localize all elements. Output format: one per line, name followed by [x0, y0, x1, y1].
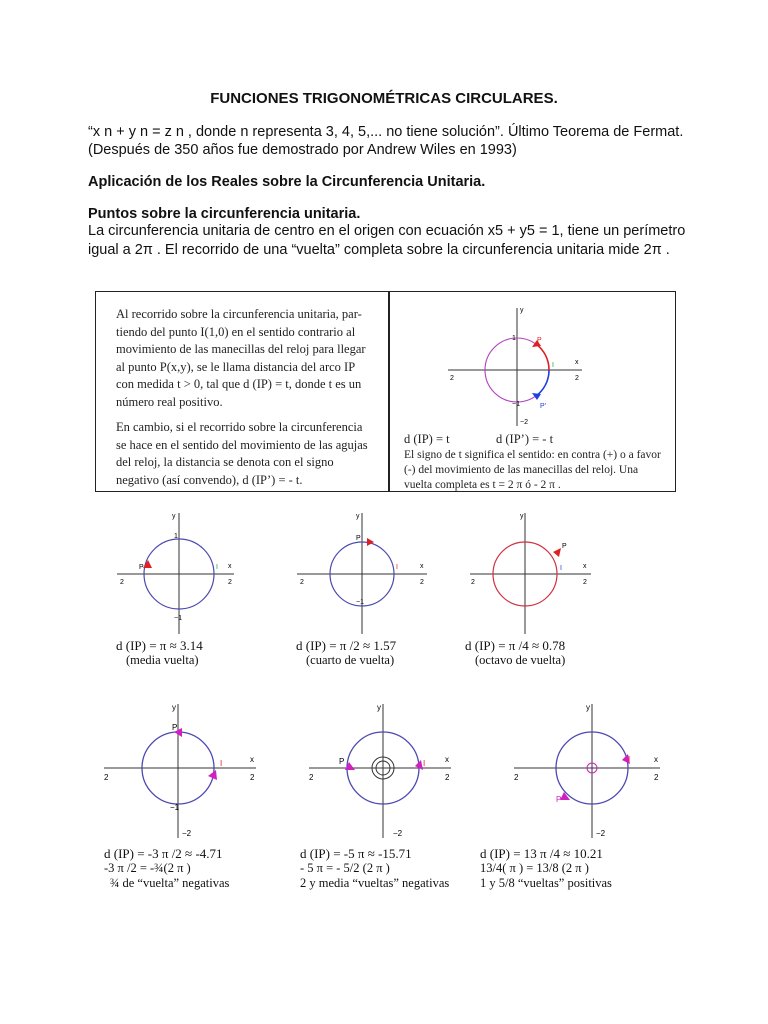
intro-line-1: La circunferencia unitaria de centro en el origen con ecuación x5 + y5 = 1, tiene un perímetro — [88, 223, 686, 239]
box-unit-circle-diagram — [440, 300, 590, 428]
svg-text:I: I — [552, 362, 554, 369]
svg-text:P: P — [537, 337, 542, 344]
fermat-note: (Después de 350 años fue demostrado por Andrew Wiles en 1993) — [88, 142, 517, 158]
caption-note: 2 y media “vueltas” negativas — [300, 876, 450, 890]
svg-text:y: y — [172, 513, 176, 520]
caption-note: (cuarto de vuelta) — [306, 653, 395, 667]
caption-plot-4 — [104, 846, 229, 891]
caption-note: 13/4( π ) = 13/8 (2 π ) — [480, 861, 589, 875]
svg-text:I: I — [220, 759, 223, 768]
caption-plot-2 — [296, 638, 396, 668]
svg-text:I: I — [396, 564, 398, 571]
svg-text:2: 2 — [120, 579, 124, 586]
svg-text:y: y — [520, 307, 524, 314]
box-line: se hace en el sentido del movimiento de las agujas — [116, 437, 368, 452]
svg-text:y: y — [172, 703, 176, 712]
caption-value: d (IP) = π /4 ≈ 0.78 — [465, 638, 566, 653]
box-line: tiendo del punto I(1,0) en el sentido contrario al — [116, 324, 356, 339]
caption-value: d (IP) = 13 π /4 ≈ 10.21 — [480, 846, 603, 861]
caption-plot-3 — [465, 638, 565, 668]
svg-text:I: I — [423, 759, 426, 768]
svg-text:2: 2 — [575, 375, 579, 382]
svg-text:2: 2 — [300, 579, 304, 586]
svg-text:−1: −1 — [174, 615, 182, 622]
caption-plot-1 — [116, 638, 203, 668]
svg-text:2: 2 — [450, 375, 454, 382]
svg-text:−2: −2 — [182, 829, 192, 838]
formula-negative: d (IP’) = - t — [496, 432, 554, 446]
svg-text:x: x — [583, 563, 587, 570]
caption-note: -3 π /2 = -¾(2 π ) — [104, 861, 191, 875]
box-right-line: (-) del movimiento de las manecillas del reloj. Una — [404, 464, 639, 476]
box-line: al punto P(x,y), se le llama distancia del arco IP — [116, 359, 356, 374]
svg-text:P: P — [562, 543, 567, 550]
caption-value: d (IP) = -3 π /2 ≈ -4.71 — [104, 846, 223, 861]
svg-text:P: P — [172, 723, 178, 732]
formula-positive: d (IP) = t — [404, 432, 450, 446]
svg-text:I: I — [216, 564, 218, 571]
svg-text:2: 2 — [309, 773, 314, 782]
svg-text:−1: −1 — [170, 803, 180, 812]
svg-text:2: 2 — [250, 773, 255, 782]
svg-text:2: 2 — [654, 773, 659, 782]
caption-value: d (IP) = -5 π ≈ -15.71 — [300, 846, 412, 861]
caption-note: - 5 π = - 5/2 (2 π ) — [300, 861, 390, 875]
box-divider — [388, 291, 390, 492]
caption-note: (octavo de vuelta) — [475, 653, 566, 667]
page-title: FUNCIONES TRIGONOMÉTRICAS CIRCULARES. — [210, 90, 558, 107]
box-line: número real positivo. — [116, 394, 223, 409]
box-line: con medida t > 0, tal que d (IP) = t, donde t es un — [116, 377, 362, 391]
svg-text:2: 2 — [228, 579, 232, 586]
svg-text:2: 2 — [471, 579, 475, 586]
svg-text:y: y — [520, 513, 524, 520]
plot-eighth-turn — [465, 508, 595, 636]
svg-text:−2: −2 — [596, 829, 606, 838]
svg-text:x: x — [250, 755, 254, 764]
box-line: del reloj, la distancia se denota con el signo — [116, 455, 334, 469]
svg-text:x: x — [228, 563, 232, 570]
plot-three-quarter-negative — [100, 700, 260, 840]
plot-thirteen-pi-quarter — [510, 700, 665, 840]
fermat-quote: “x n + y n = z n , donde n representa 3, 4, 5,... no tiene solución”. Último Teorema de Fermat. — [88, 124, 684, 140]
subsection-heading: Puntos sobre la circunferencia unitaria. — [88, 206, 361, 222]
svg-text:2: 2 — [104, 773, 109, 782]
svg-text:y: y — [586, 703, 590, 712]
svg-text:y: y — [377, 703, 381, 712]
caption-note: 1 y 5/8 “vueltas” positivas — [480, 876, 612, 890]
svg-text:x: x — [420, 563, 424, 570]
box-line — [116, 411, 368, 419]
caption-plot-6 — [480, 846, 612, 891]
svg-text:2: 2 — [445, 773, 450, 782]
svg-text:−1: −1 — [356, 599, 364, 606]
svg-text:−2: −2 — [520, 419, 528, 426]
svg-text:2: 2 — [514, 773, 519, 782]
svg-text:1: 1 — [174, 533, 178, 540]
svg-text:−2: −2 — [393, 829, 403, 838]
svg-text:I: I — [628, 755, 631, 764]
svg-text:x: x — [575, 359, 579, 366]
svg-text:P’: P’ — [540, 403, 547, 410]
svg-text:P: P — [556, 795, 562, 804]
section-heading: Aplicación de los Reales sobre la Circunferencia Unitaria. — [88, 174, 486, 190]
svg-text:P: P — [356, 535, 361, 542]
box-left-text — [116, 306, 368, 489]
caption-value: d (IP) = π ≈ 3.14 — [116, 638, 203, 653]
box-right-line: vuelta completa es t = 2 π ó - 2 π . — [404, 479, 561, 491]
svg-text:−1: −1 — [512, 401, 520, 408]
box-line: En cambio, si el recorrido sobre la circunferencia — [116, 420, 363, 434]
plot-quarter-turn — [292, 508, 432, 636]
plot-half-turn — [112, 508, 237, 636]
svg-text:x: x — [445, 755, 449, 764]
caption-value: d (IP) = π /2 ≈ 1.57 — [296, 638, 397, 653]
svg-text:P: P — [339, 757, 345, 766]
svg-text:2: 2 — [583, 579, 587, 586]
svg-text:x: x — [654, 755, 658, 764]
box-right-line: El signo de t significa el sentido: en contra (+) o a favor — [404, 449, 661, 461]
box-line: negativo (así convendo), d (IP’) = - t. — [116, 472, 303, 487]
svg-text:y: y — [356, 513, 360, 520]
intro-line-2: igual a 2π . El recorrido de una “vuelta” completa sobre la circunferencia unitaria mide 2π . — [88, 242, 670, 258]
box-line: Al recorrido sobre la circunferencia unitaria, par- — [116, 307, 362, 321]
svg-text:I: I — [560, 565, 562, 572]
svg-text:2: 2 — [420, 579, 424, 586]
svg-text:1: 1 — [512, 335, 516, 342]
box-line: movimiento de las manecillas del reloj para llegar — [116, 342, 366, 356]
box-right-text — [404, 448, 661, 493]
caption-note: ¾ de “vuelta” negativas — [110, 876, 230, 890]
plot-five-pi-negative — [305, 700, 455, 840]
caption-plot-5 — [300, 846, 449, 891]
caption-note: (media vuelta) — [126, 653, 199, 667]
svg-text:P: P — [139, 564, 144, 571]
